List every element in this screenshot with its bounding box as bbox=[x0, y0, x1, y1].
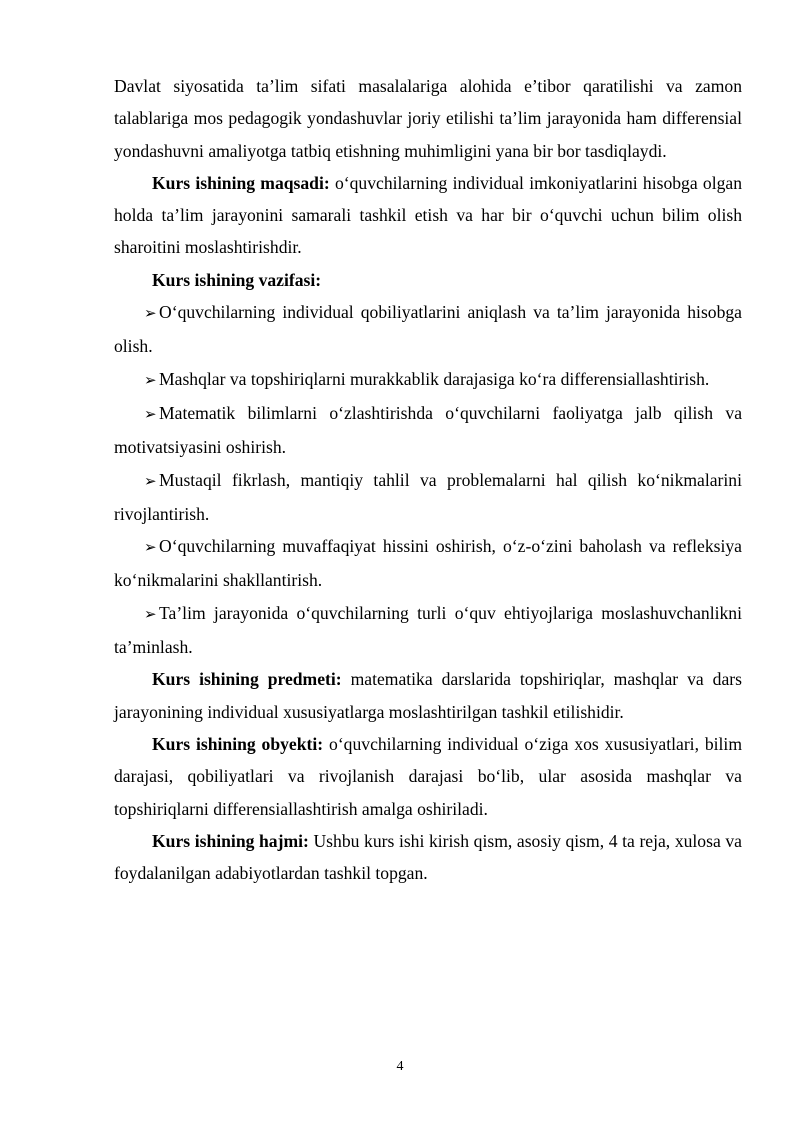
task-item-text: Mustaqil fikrlash, mantiqiy tahlil va problemalarni hal qilish ko‘nikmalarini rivojlantirish. bbox=[114, 469, 742, 524]
arrowhead-bullet-icon: ➢ bbox=[144, 606, 157, 623]
goal-label: Kurs ishining maqsadi: bbox=[152, 172, 330, 193]
tasks-label: Kurs ishining vazifasi: bbox=[152, 269, 322, 290]
object-label: Kurs ishining obyekti: bbox=[152, 733, 324, 754]
goal-text: o‘quvchilarning individual imkoniyatlarini hisobga olgan holda ta’lim jarayonini samarali tashkil etish va har bir o‘quvchi uchun bilim olish sharoitini moslashtirishdir. bbox=[114, 172, 742, 258]
volume-label: Kurs ishining hajmi: bbox=[152, 830, 309, 851]
task-item-5 bbox=[114, 530, 742, 597]
object-text: o‘quvchilarning individual o‘ziga xos xususiyatlari, bilim darajasi, qobiliyatlari va rivojlanish darajasi bo‘lib, ular asosida mashqlar va topshiriqlarni differensiallashtirish amalga oshiriladi. bbox=[114, 733, 743, 819]
task-item-1 bbox=[114, 296, 742, 363]
document-page bbox=[114, 70, 742, 889]
volume-paragraph bbox=[114, 825, 742, 890]
tasks-heading bbox=[114, 264, 742, 296]
arrowhead-bullet-icon: ➢ bbox=[144, 372, 157, 389]
arrowhead-bullet-icon: ➢ bbox=[144, 540, 157, 557]
intro-paragraph: Davlat siyosatida ta’lim sifati masalalariga alohida e’tibor qaratilishi va zamon talablariga mos pedagogik yondashuvlar joriy etilishi ta’lim jarayonida ham differensial yondashuvni amaliyotga tatbiq etishning muhimligini yana bir bor tasdiqlaydi. bbox=[114, 76, 742, 161]
task-item-6 bbox=[114, 597, 742, 664]
object-paragraph bbox=[114, 728, 742, 825]
arrowhead-bullet-icon: ➢ bbox=[144, 306, 157, 323]
task-item-3 bbox=[114, 397, 742, 464]
task-item-text: Matematik bilimlarni o‘zlashtirishda o‘quvchilarni faoliyatga jalb qilish va motivatsiyasini oshirish. bbox=[114, 402, 742, 458]
task-item-4 bbox=[114, 464, 742, 531]
subject-paragraph bbox=[114, 663, 742, 728]
task-item-text: Mashqlar va topshiriqlarni murakkablik darajasiga ko‘ra differensiallashtirish. bbox=[159, 368, 710, 389]
arrowhead-bullet-icon: ➢ bbox=[144, 473, 157, 490]
goal-paragraph bbox=[114, 167, 742, 264]
arrowhead-bullet-icon: ➢ bbox=[144, 406, 157, 423]
task-item-text: O‘quvchilarning muvaffaqiyat hissini oshirish, o‘z-o‘zini baholash va refleksiya ko‘nikmalarini shakllantirish. bbox=[114, 536, 742, 591]
volume-text: Ushbu kurs ishi kirish qism, asosiy qism, 4 ta reja, xulosa va foydalanilgan adabiyotlardan tashkil topgan. bbox=[114, 830, 742, 884]
subject-label: Kurs ishining predmeti: bbox=[152, 669, 342, 690]
subject-text: matematika darslarida topshiriqlar, mashqlar va dars jarayonining individual xususiyatlarga moslashtirilgan tashkil etilishidir. bbox=[114, 669, 742, 722]
task-item-text: Ta’lim jarayonida o‘quvchilarning turli o‘quv ehtiyojlariga moslashuvchanlikni ta’minlash. bbox=[114, 602, 742, 658]
task-item-2 bbox=[114, 363, 742, 397]
task-item-text: O‘quvchilarning individual qobiliyatlarini aniqlash va ta’lim jarayonida hisobga olish. bbox=[114, 302, 742, 357]
page-number: 4 bbox=[396, 1059, 404, 1074]
